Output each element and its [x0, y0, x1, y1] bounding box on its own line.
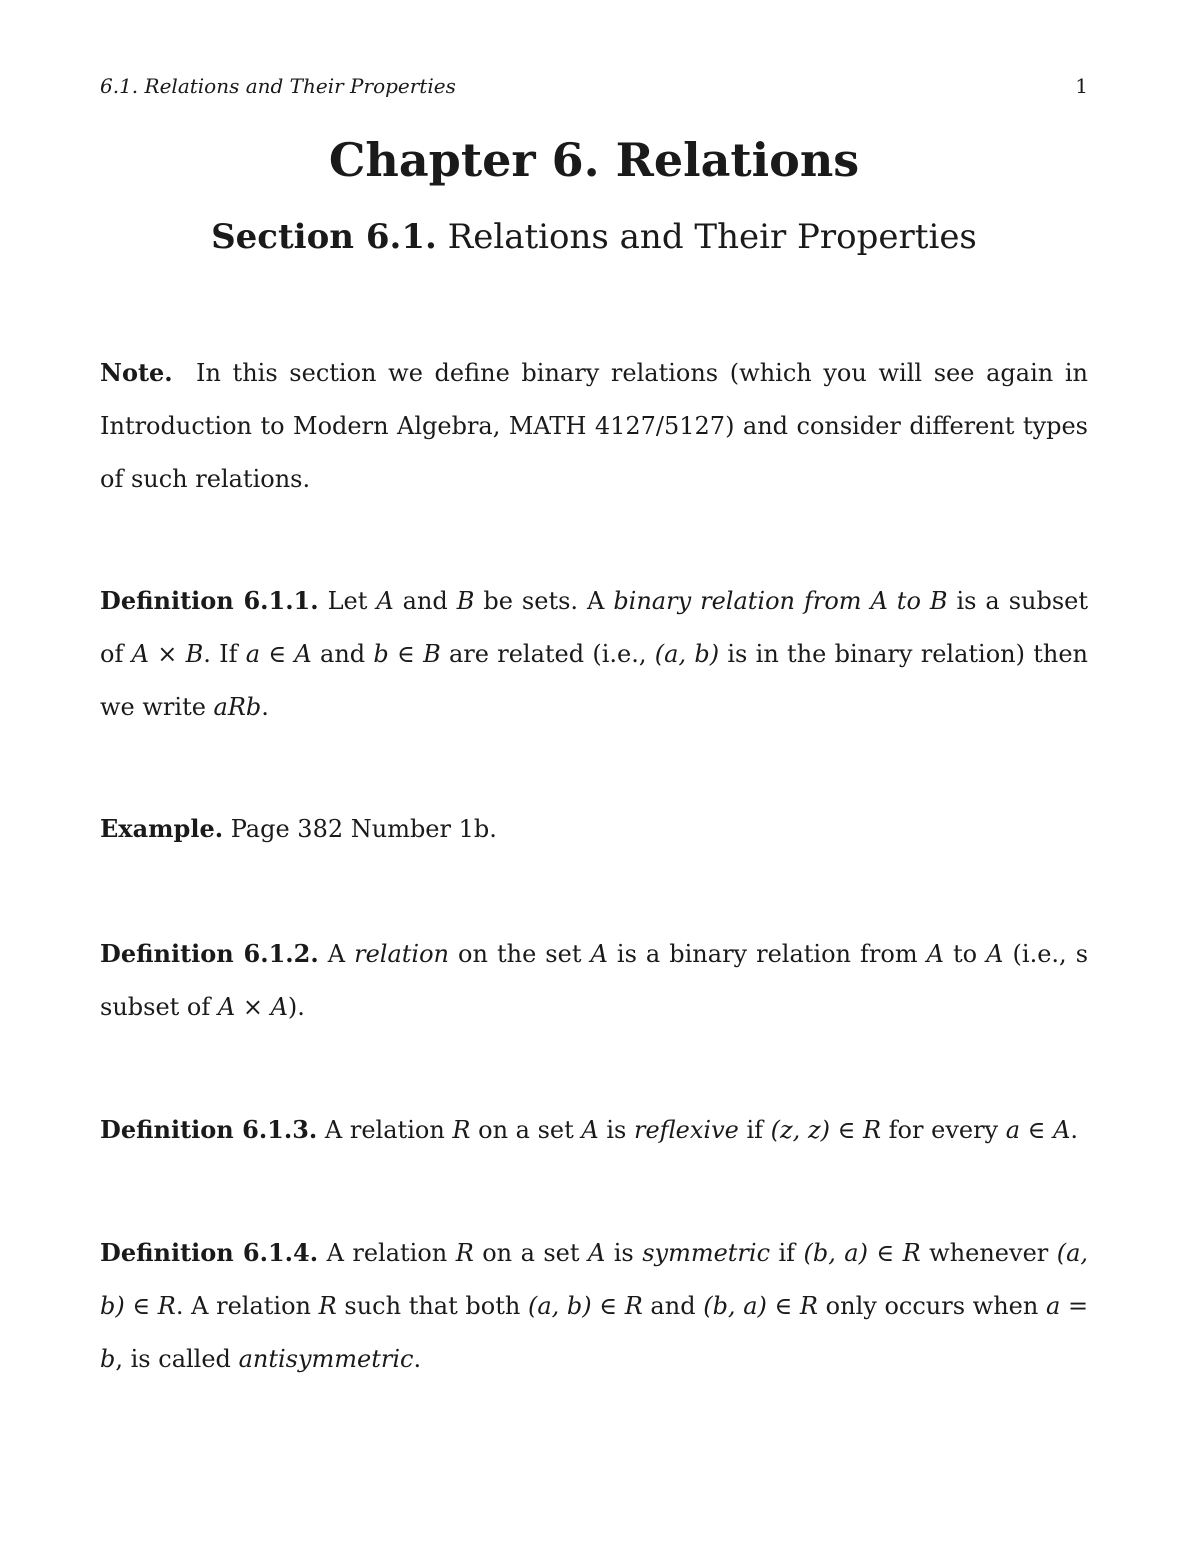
text: A [327, 940, 355, 968]
note-paragraph [100, 346, 1088, 506]
math: (z, z) ∈ R [770, 1116, 882, 1144]
math: a ∈ A [1005, 1116, 1071, 1144]
definition-6-1-3 [100, 1103, 1088, 1157]
text: only occurs when [818, 1292, 1046, 1320]
math: R [452, 1116, 471, 1144]
text: is [598, 1116, 634, 1144]
text: and [642, 1292, 704, 1320]
text: for every [881, 1116, 1006, 1144]
example-label: Example. [100, 814, 224, 843]
math: A [376, 587, 394, 615]
text: is [605, 1239, 643, 1267]
math: A × A [217, 993, 288, 1021]
text: Let [327, 587, 377, 615]
example-text: Page 382 Number 1b. [230, 815, 497, 843]
page-number: 1 [1075, 74, 1088, 98]
section-name: Relations and Their Properties [447, 217, 977, 257]
math: a = b [100, 1292, 1089, 1373]
text: on a set [470, 1116, 582, 1144]
math: b ∈ B [373, 640, 441, 668]
math: (a, b) ∈ R [100, 1239, 1089, 1320]
math: aRb [213, 693, 262, 721]
math: (b, a) ∈ R [703, 1292, 819, 1320]
text: . If [203, 640, 246, 668]
text: , is called [115, 1345, 239, 1373]
defined-term: symmetric [642, 1239, 771, 1267]
definition-label: Definition 6.1.3. [100, 1115, 318, 1144]
definition-label: Definition 6.1.4. [100, 1238, 319, 1267]
section-number: Section 6.1. [211, 217, 437, 257]
text: if [738, 1116, 771, 1144]
definition-6-1-4 [100, 1226, 1088, 1386]
chapter-title: Chapter 6. Relations [328, 133, 860, 187]
math: A × B [131, 640, 204, 668]
defined-term: binary relation from A to B [613, 587, 948, 615]
text: A relation [326, 1239, 456, 1267]
defined-term: antisymmetric [238, 1345, 414, 1373]
section-title [100, 212, 1088, 262]
math: (a, b) [654, 640, 720, 668]
math: A [587, 1239, 606, 1267]
text: . [413, 1345, 422, 1373]
text: is in the binary relation) then we write [100, 640, 1089, 721]
math: R [318, 1292, 337, 1320]
note-text: In this section we define binary relations (which you will see again in Introduction to Modern Algebra, MATH 4127/5127) and consider different types of such relations. [100, 359, 1088, 493]
math: (b, a) ∈ R [803, 1239, 921, 1267]
math: (a, b) ∈ R [527, 1292, 643, 1320]
math: A [926, 940, 944, 968]
text: . A relation [175, 1292, 319, 1320]
math: a ∈ A [245, 640, 312, 668]
text: and [393, 587, 457, 615]
math: A [581, 1116, 599, 1144]
text: be sets. A [474, 587, 614, 615]
defined-term: relation [354, 940, 449, 968]
definition-6-1-2 [100, 927, 1088, 1034]
text: to [944, 940, 987, 968]
text: . [1070, 1116, 1079, 1144]
text: (i.e., s subset of [100, 940, 1089, 1021]
text: on a set [473, 1239, 588, 1267]
text: such that both [336, 1292, 528, 1320]
text: and [311, 640, 374, 668]
definition-label: Definition 6.1.1. [100, 586, 319, 615]
text: whenever [920, 1239, 1057, 1267]
text: is a subset of [100, 587, 1089, 668]
math: R [455, 1239, 474, 1267]
running-head-title: 6.1. Relations and Their Properties [100, 74, 456, 98]
note-label: Note. [100, 358, 173, 387]
text: if [770, 1239, 804, 1267]
text: is a binary relation from [607, 940, 927, 968]
definition-6-1-1 [100, 574, 1088, 734]
text: on the set [449, 940, 591, 968]
text: ). [287, 993, 305, 1021]
defined-term: reflexive [633, 1116, 739, 1144]
example-paragraph [100, 802, 1088, 856]
text: A relation [324, 1116, 453, 1144]
text: . [261, 693, 269, 721]
math: A [590, 940, 608, 968]
running-head [100, 74, 1088, 104]
math: B [456, 587, 475, 615]
definition-label: Definition 6.1.2. [100, 939, 319, 968]
text: are related (i.e., [440, 640, 655, 668]
math: A [986, 940, 1004, 968]
